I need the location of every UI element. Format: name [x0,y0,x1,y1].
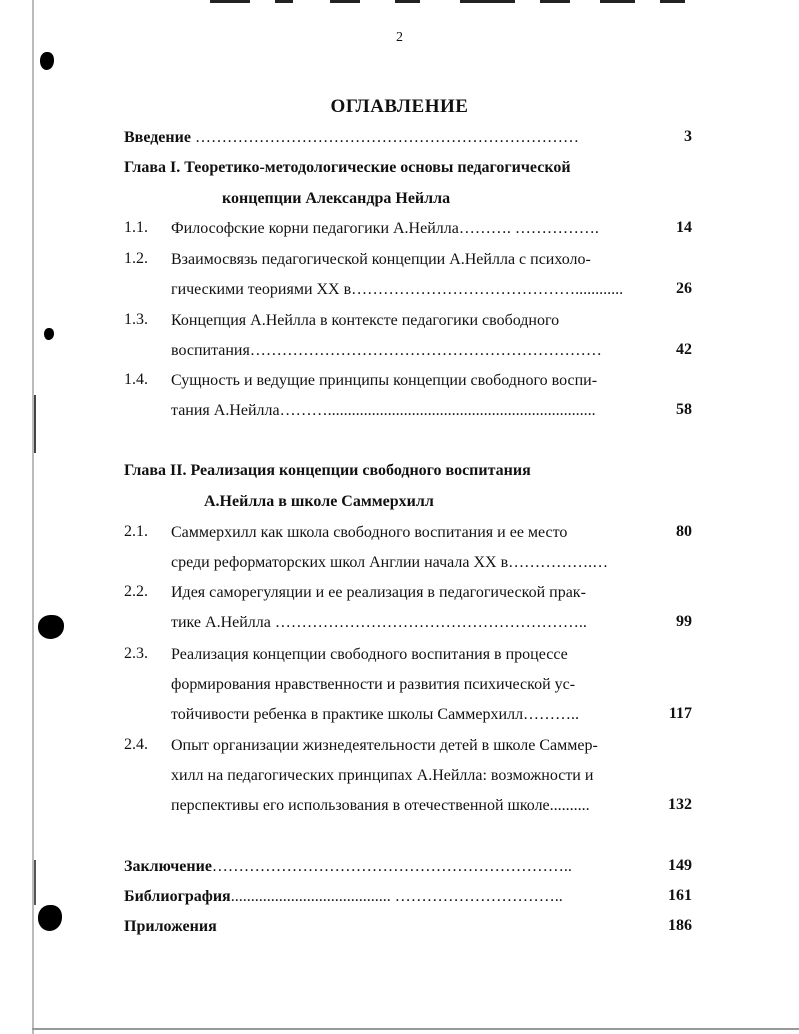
toc-entry-conclusion [124,857,572,877]
toc-page-number: 58 [676,401,692,418]
section-title: Сущность и ведущие принципы концепции свободного воспи- [171,372,598,389]
section-number: 1.4. [124,371,148,388]
section-title-cont: среди реформаторских школ Англии начала XX в…………….… [171,554,609,571]
ink-blot [44,328,54,340]
toc-page-number: 42 [676,341,692,358]
toc-entry-label: Введение [124,129,191,146]
section-title: Взаимосвязь педагогической концепции А.Нейлла с психоло- [171,251,591,268]
ink-blot [38,905,62,931]
section-title-cont: гическими теориями XX в……………………………………............ [171,281,624,298]
toc-page-number: 3 [684,128,692,145]
scan-streak [34,860,36,905]
toc-page-number: 99 [676,613,692,630]
section-number: 2.4. [124,736,148,753]
section-number: 1.2. [124,250,148,267]
scan-bottom-edge [32,1028,799,1030]
toc-page-number: 26 [676,280,692,297]
section-title: Философские корни педагогики А.Нейлла………. ……………. [171,220,599,237]
toc-page-number: 14 [676,219,692,236]
chapter-2-heading: Глава II. Реализация концепции свободного воспитания [124,462,531,479]
ink-blot [38,615,64,639]
toc-page-number: 80 [676,523,692,540]
toc-entry-label: Библиография [124,888,231,905]
toc-entry-label: Заключение [124,858,212,875]
section-title: Опыт организации жизнедеятельности детей в школе Саммер- [171,737,598,754]
section-title: Идея саморегуляции и ее реализация в педагогической прак- [171,584,586,601]
section-title-cont: хилл на педагогических принципах А.Нейлла: возможности и [171,767,594,784]
toc-entry-intro [124,128,579,148]
toc-page-number: 161 [668,887,692,904]
toc-entry-appendix: Приложения [124,918,217,935]
ink-blot [40,52,54,70]
section-number: 2.3. [124,645,148,662]
page-title: ОГЛАВЛЕНИЕ [330,96,469,117]
toc-leader: ........................................ ………………………….. [230,888,563,905]
section-title-cont: воспитания………………………………………………………… [171,342,602,359]
chapter-2-heading-cont: А.Нейлла в школе Саммерхилл [204,493,434,510]
section-title: Реализация концепции свободного воспитания в процессе [171,646,568,663]
scan-streak [34,395,36,453]
toc-page-number: 132 [668,796,692,813]
chapter-1-heading-cont: концепции Александра Нейлла [222,190,451,207]
toc-page-number: 149 [668,857,692,874]
scan-top-marks [180,0,700,4]
section-number: 1.1. [124,219,148,236]
toc-page-number: 186 [668,917,692,934]
toc-leader: ………………………………………………………….. [211,858,572,875]
toc-leader: ……………………………………………………………… [190,129,579,146]
chapter-1-heading: Глава I. Теоретико-методологические основы педагогической [124,159,571,176]
toc-entry-bibliography [124,887,563,907]
page-number: 2 [396,30,403,45]
section-title: Концепция А.Нейлла в контексте педагогики свободного [171,312,560,329]
section-title-cont: тике А.Нейлла ………………………………………………….. [171,614,587,631]
section-number: 2.1. [124,523,148,540]
toc-page-number: 117 [668,705,692,722]
section-title-cont: тания А.Нейлла………................................................................... [171,402,596,419]
section-title-cont: тойчивости ребенка в практике школы Саммерхилл……….. [171,706,580,723]
section-title-cont: перспективы его использования в отечественной школе.......... [171,797,590,814]
section-title-cont: формирования нравственности и развития психической ус- [171,676,576,693]
section-number: 2.2. [124,583,148,600]
section-title: Саммерхилл как школа свободного воспитания и ее место [171,524,568,541]
section-number: 1.3. [124,311,148,328]
